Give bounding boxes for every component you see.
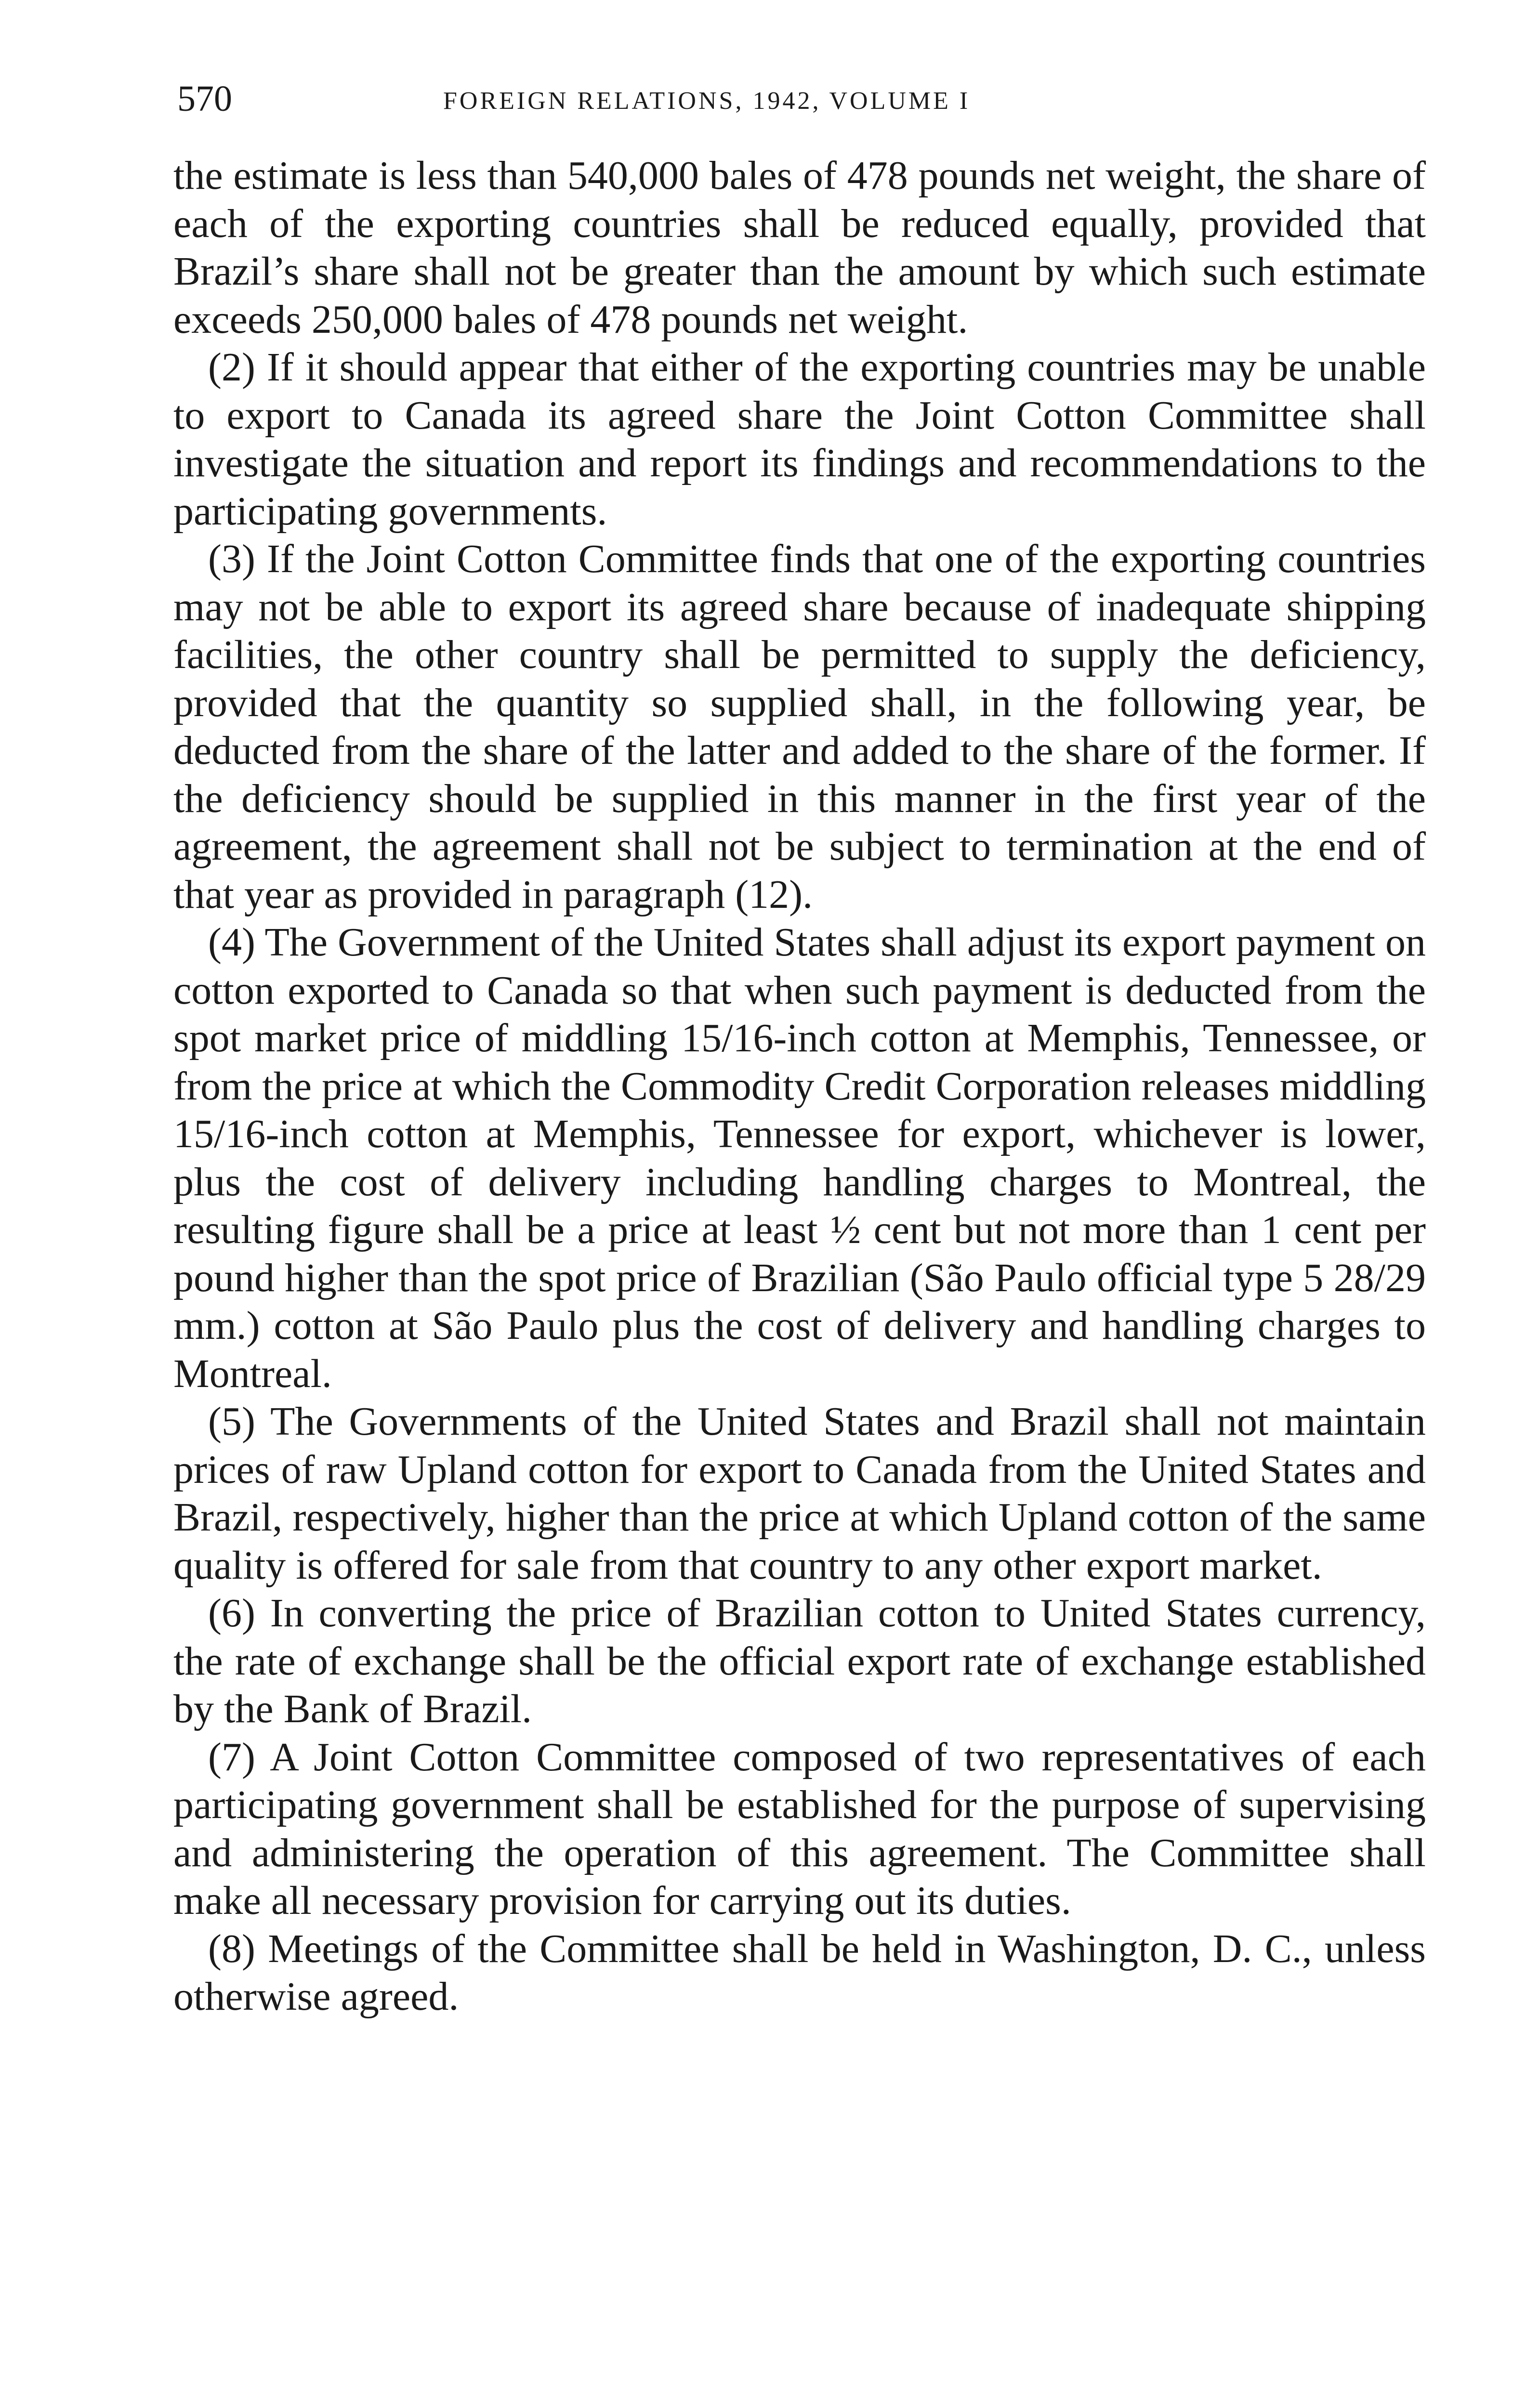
paragraph-continuation: the estimate is less than 540,000 bales of 478 pounds net weight, the share of each of the exporting countries shall be reduced equally, provided that Brazil’s share shall not be greater than the amount by which such estimate exceeds 250,000 bales of 478 pounds net weight. <box>173 153 1426 342</box>
paragraph-2: (2) If it should appear that either of the exporting countries may be unable to export to Canada its agreed share the Joint Cotton Committee shall investigate the situation and report its findings and recommendations to the participating governments. <box>173 345 1426 534</box>
paragraph-5: (5) The Governments of the United States and Brazil shall not maintain prices of raw Upland cotton for export to Canada from the United States and Brazil, respectively, higher than the price at which Upland cotton of the same quality is offered for sale from that country to any other export market. <box>173 1399 1426 1588</box>
paragraph-7: (7) A Joint Cotton Committee composed of two representatives of each participating government shall be established for the purpose of supervising and administering the operation of this agreement. The Committee shall make all necessary provision for carrying out its duties. <box>173 1734 1426 1923</box>
paragraph-8: (8) Meetings of the Committee shall be held in Washington, D. C., unless otherwise agreed. <box>173 1926 1426 2019</box>
paragraph-4: (4) The Government of the United States shall adjust its export payment on cotton exported to Canada so that when such payment is deducted from the spot market price of middling 15/16-inch cotton at Memphis, Tennessee, or from the price at which the Commodity Credit Corporation releases middling 15/16-inch cotton at Memphis, Tennessee for export, whichever is lower, plus the cost of delivery including handling charges to Montreal, the resulting figure shall be a price at least ½ cent but not more than 1 cent per pound higher than the spot price of Brazilian (São Paulo official type 5 28/29 mm.) cotton at São Paulo plus the cost of delivery and handling charges to Montreal. <box>173 920 1426 1396</box>
paragraph-3: (3) If the Joint Cotton Committee finds that one of the exporting countries may not be able to export its agreed share because of inadequate shipping facilities, the other country shall be permitted to supply the deficiency, provided that the quantity so supplied shall, in the following year, be deducted from the share of the latter and added to the share of the former. If the deficiency should be supplied in this manner in the first year of the agreement, the agreement shall not be subject to termination at the end of that year as provided in paragraph (12). <box>173 537 1426 917</box>
running-head <box>173 72 1449 130</box>
body-text <box>173 152 1426 2021</box>
page-number: 570 <box>177 79 232 119</box>
paragraph-6: (6) In converting the price of Brazilian cotton to United States currency, the rate of exchange shall be the official export rate of exchange established by the Bank of Brazil. <box>173 1591 1426 1731</box>
running-title: FOREIGN RELATIONS, 1942, VOLUME I <box>443 87 971 115</box>
